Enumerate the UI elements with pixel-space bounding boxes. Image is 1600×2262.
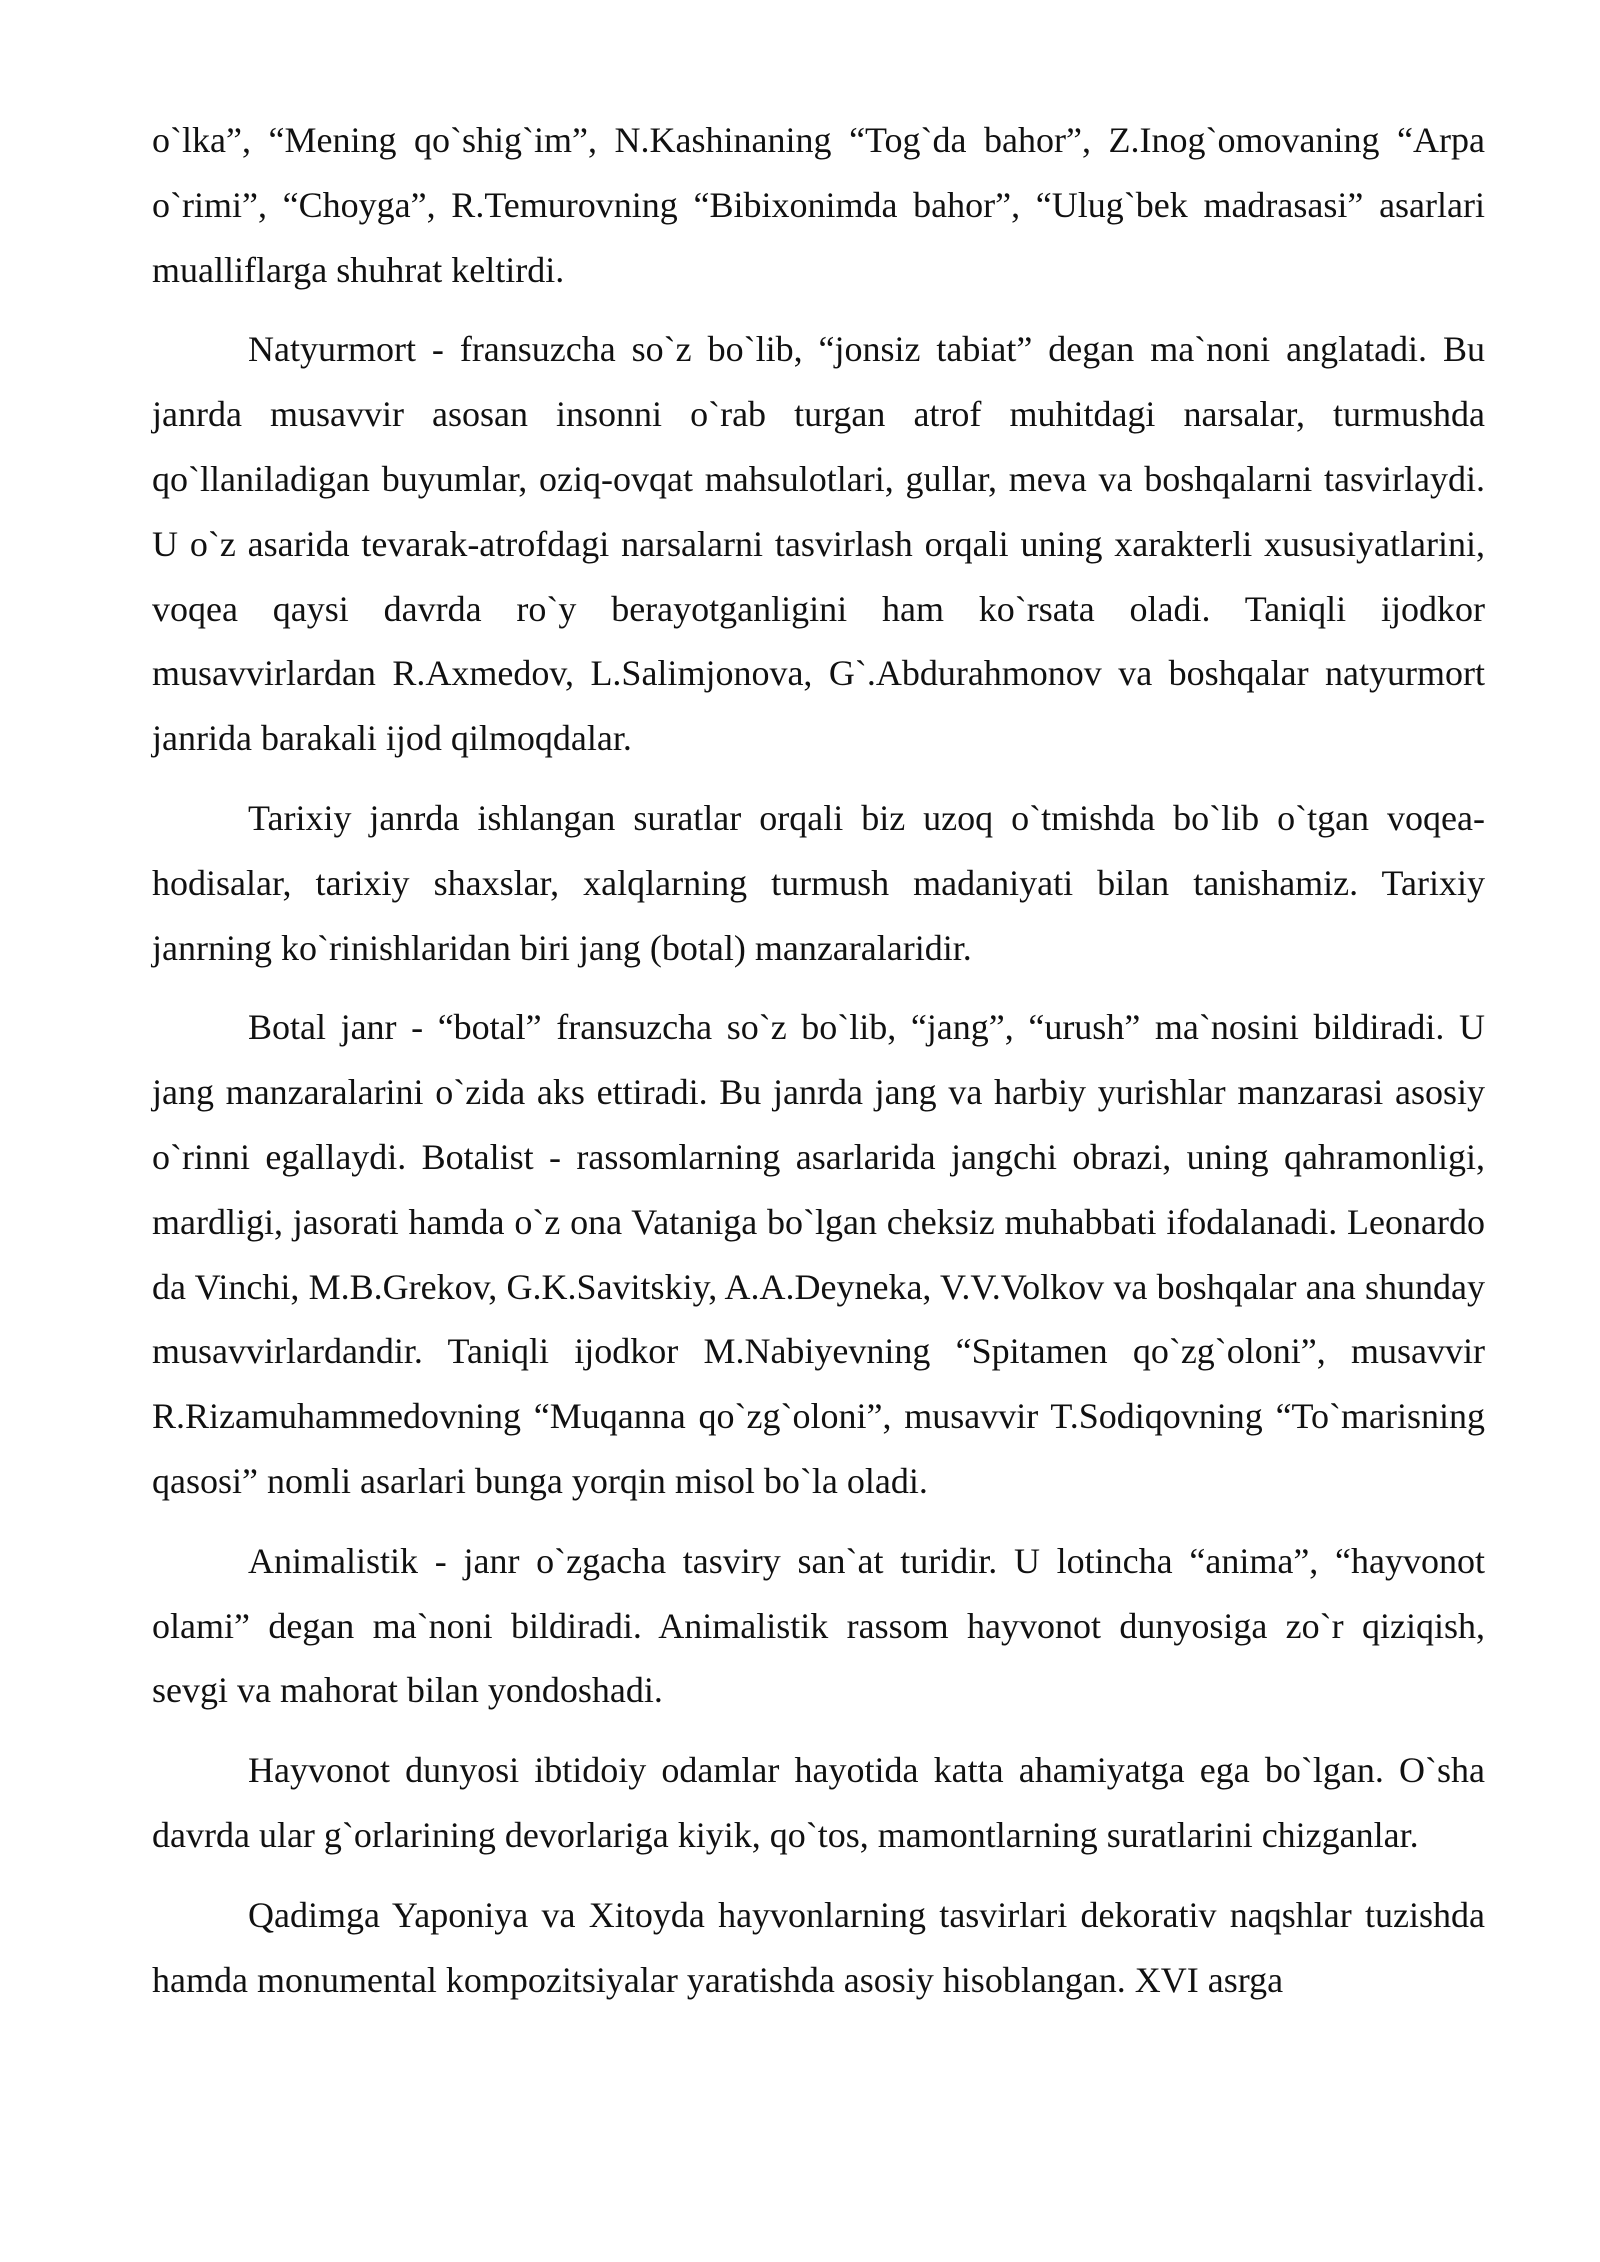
paragraph-animalistik: Animalistik - janr o`zgacha tasviry san`at turidir. U lotincha “anima”, “hayvonot olami” degan ma`noni bildiradi. Animalistik rassom hayvonot dunyosiga zo`r qiziqish, sevgi va mahorat bilan yondoshadi. xyxy=(152,1540,1485,1711)
paragraph-hayvonot-dunyosi: Hayvonot dunyosi ibtidoiy odamlar hayotida katta ahamiyatga ega bo`lgan. O`sha davrda ular g`orlarining devorlariga kiyik, qo`tos, mamontlarning suratlarini chizganlar. xyxy=(152,1750,1485,1855)
paragraph-tarixiy-janr: Tarixiy janrda ishlangan suratlar orqali biz uzoq o`tmishda bo`lib o`tgan voqea-hodisalar, tarixiy shaxslar, xalqlarning turmush madaniyati bilan tanishamiz. Tarixiy janrning ko`rinishlaridan biri jang (botal) manzaralaridir. xyxy=(152,797,1485,968)
paragraph-qadimga-yaponiya: Qadimga Yaponiya va Xitoyda hayvonlarning tasvirlari dekorativ naqshlar tuzishda hamda monumental kompozitsiyalar yaratishda asosiy hisoblangan. XVI asrga xyxy=(152,1894,1485,2000)
paragraph-1: o`lka”, “Mening qo`shig`im”, N.Kashinaning “Tog`da bahor”, Z.Inog`omovaning “Arpa o`rimi”, “Choyga”, R.Temurovning “Bibixonimda bahor”, “Ulug`bek madrasasi” asarlari mualliflarga shuhrat keltirdi. xyxy=(152,120,1485,290)
paragraph-natyurmort: Natyurmort - fransuzcha so`z bo`lib, “jonsiz tabiat” degan ma`noni anglatadi. Bu janrda musavvir asosan insonni o`rab turgan atrof muhitdagi narsalar, turmushda qo`llaniladigan buyumlar, oziq-ovqat mahsulotlari, gullar, meva va boshqalarni tasvirlaydi. U o`z asarida tevarak-atrofdagi narsalarni tasvirlash orqali uning xarakterli xususiyatlarini, voqea qaysi davrda ro`y berayotganligini ham ko`rsata oladi. Taniqli ijodkor musavvirlardan R.Axmedov, L.Salimjonova, G`.Abdurahmonov va boshqalar natyurmort janrida barakali ijod qilmoqdalar. xyxy=(152,329,1485,759)
paragraph-botal-janr: Botal janr - “botal” fransuzcha so`z bo`lib, “jang”, “urush” ma`nosini bildiradi. U jang manzaralarini o`zida aks ettiradi. Bu janrda jang va harbiy yurishlar manzarasi asosiy o`rinni egallaydi. Botalist - rassomlarning asarlarida jangchi obrazi, uning qahramonligi, mardligi, jasorati hamda o`z ona Vataniga bo`lgan cheksiz muhabbati ifodalanadi. Leonardo da Vinchi, M.B.Grekov, G.K.Savitskiy, A.A.Deyneka, V.V.Volkov va boshqalar ana shunday musavvirlardandir. Taniqli ijodkor M.Nabiyevning “Spitamen qo`zg`oloni”, musavvir R.Rizamuhammedovning “Muqanna qo`zg`oloni”, musavvir T.Sodiqovning “To`marisning qasosi” nomli asarlari bunga yorqin misol bo`la oladi. xyxy=(152,1007,1485,1501)
